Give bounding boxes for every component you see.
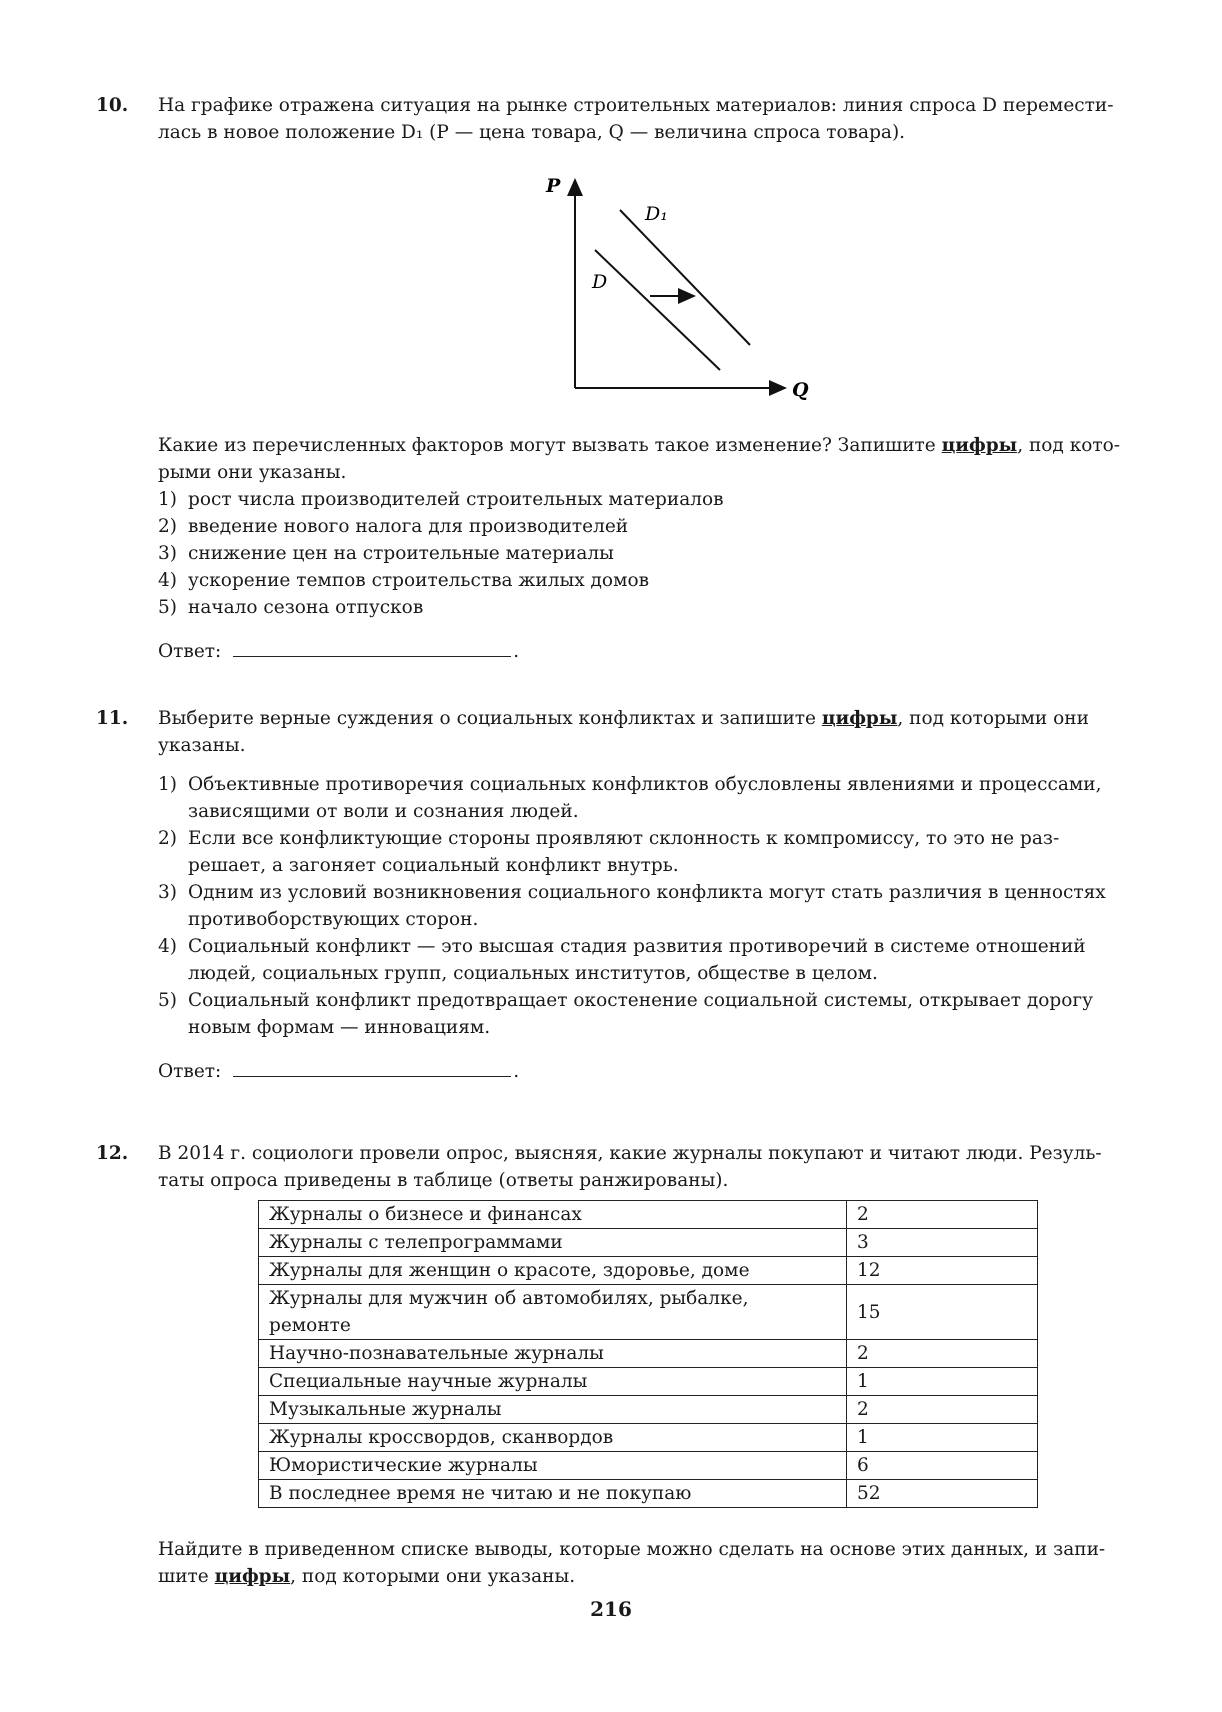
- question-text-line2: указаны.: [158, 735, 246, 756]
- survey-table: [258, 1200, 1038, 1508]
- option-item: [158, 825, 1196, 879]
- option-text: зависящими от воли и сознания людей.: [188, 801, 579, 822]
- table-row: [259, 1480, 1038, 1508]
- option-text: Одним из условий возникновения социального конфликта могут стать различия в ценностях: [188, 882, 1106, 903]
- option-number: 4): [158, 570, 177, 591]
- table-cell-label: Журналы для мужчин об автомобилях, рыбалке, ремонте: [259, 1285, 847, 1340]
- intro-line: В 2014 г. социологи провели опрос, выясняя, какие журналы покупают и читают люди. Резуль-: [158, 1143, 1102, 1164]
- question-outro: [158, 1536, 1196, 1590]
- table-row: [259, 1229, 1038, 1257]
- option-text: Объективные противоречия социальных конфликтов обусловлены явлениями и процессами,: [188, 774, 1102, 795]
- q-axis-label: Q: [792, 379, 809, 401]
- question-number: 10.: [96, 95, 129, 116]
- intro-line: На графике отражена ситуация на рынке строительных материалов: линия спроса D перемести-: [158, 95, 1114, 116]
- option-number: 2): [158, 828, 177, 849]
- answer-line: Ответ: .: [158, 1058, 519, 1085]
- option-number: 4): [158, 936, 177, 957]
- table-cell-label: Журналы для женщин о красоте, здоровье, доме: [259, 1257, 847, 1285]
- option-item: [158, 567, 1196, 594]
- table-row: [259, 1285, 1038, 1340]
- option-text: противоборствующих сторон.: [188, 909, 479, 930]
- demand-shift-graph: [530, 170, 830, 410]
- table-row: [259, 1424, 1038, 1452]
- option-text: новым формам — инновациям.: [188, 1017, 491, 1038]
- question-text: [158, 705, 1196, 1041]
- emphasis-digits: цифры: [821, 708, 898, 729]
- option-text: начало сезона отпусков: [188, 597, 424, 618]
- table-row: [259, 1257, 1038, 1285]
- table-row: [259, 1340, 1038, 1368]
- outro-text-end: , под которыми они указаны.: [290, 1566, 576, 1587]
- option-item: [158, 771, 1196, 825]
- question-text-start: Какие из перечисленных факторов могут вызвать такое изменение? Запишите: [158, 435, 942, 456]
- emphasis-digits: цифры: [214, 1566, 291, 1587]
- table-row: [259, 1201, 1038, 1229]
- outro-text-start: шите: [158, 1566, 215, 1587]
- table-cell-label: Специальные научные журналы: [259, 1368, 847, 1396]
- option-number: 3): [158, 543, 177, 564]
- option-text: Социальный конфликт предотвращает окостенение социальной системы, открывает дорогу: [188, 990, 1093, 1011]
- table-cell-value: 12: [847, 1257, 1038, 1285]
- option-number: 5): [158, 990, 177, 1011]
- question-number: 11.: [96, 708, 129, 729]
- answer-field[interactable]: [233, 638, 511, 657]
- option-item: [158, 513, 1196, 540]
- table-cell-value: 2: [847, 1396, 1038, 1424]
- table-cell-label: В последнее время не читаю и не покупаю: [259, 1480, 847, 1508]
- d-label: D: [592, 271, 608, 293]
- table-cell-label: Журналы с телепрограммами: [259, 1229, 847, 1257]
- table-row: [259, 1452, 1038, 1480]
- answer-line: Ответ: .: [158, 638, 519, 665]
- option-number: 2): [158, 516, 177, 537]
- question-text-start: Выберите верные суждения о социальных конфликтах и запишите: [158, 708, 822, 729]
- table-cell-value: 52: [847, 1480, 1038, 1508]
- table-cell-value: 1: [847, 1424, 1038, 1452]
- table-cell-value: 15: [847, 1285, 1038, 1340]
- table-cell-value: 6: [847, 1452, 1038, 1480]
- table-cell-value: 2: [847, 1340, 1038, 1368]
- option-number: 3): [158, 882, 177, 903]
- option-item: [158, 486, 1196, 513]
- option-text: решает, а загоняет социальный конфликт внутрь.: [188, 855, 679, 876]
- question-text: [158, 432, 1196, 621]
- option-item: [158, 594, 1196, 621]
- option-text: ускорение темпов строительства жилых домов: [188, 570, 650, 591]
- question-intro: [158, 92, 1196, 146]
- intro-line: лась в новое положение D₁ (P — цена товара, Q — величина спроса товара).: [158, 122, 906, 143]
- table-cell-label: Музыкальные журналы: [259, 1396, 847, 1424]
- table-cell-label: Научно-познавательные журналы: [259, 1340, 847, 1368]
- outro-line: Найдите в приведенном списке выводы, которые можно сделать на основе этих данных, и запи-: [158, 1539, 1106, 1560]
- option-number: 5): [158, 597, 177, 618]
- demand-line-d: [595, 250, 720, 370]
- question-intro: [158, 1140, 1196, 1194]
- option-number: 1): [158, 774, 177, 795]
- option-text: Если все конфликтующие стороны проявляют склонность к компромиссу, то это не раз-: [188, 828, 1060, 849]
- option-item: [158, 540, 1196, 567]
- d1-label: D₁: [645, 203, 668, 225]
- table-cell-value: 2: [847, 1201, 1038, 1229]
- demand-line-d1: [620, 210, 750, 345]
- option-item: [158, 933, 1196, 987]
- option-item: [158, 987, 1196, 1041]
- page-number: 216: [590, 1597, 632, 1621]
- question-text-line2: рыми они указаны.: [158, 462, 347, 483]
- answer-field[interactable]: [233, 1058, 511, 1077]
- question-text-end: , под кото-: [1017, 435, 1121, 456]
- option-text: введение нового налога для производителей: [188, 516, 629, 537]
- option-text: снижение цен на строительные материалы: [188, 543, 614, 564]
- table-cell-value: 3: [847, 1229, 1038, 1257]
- emphasis-digits: цифры: [941, 435, 1018, 456]
- table-cell-label: Журналы о бизнесе и финансах: [259, 1201, 847, 1229]
- table-cell-value: 1: [847, 1368, 1038, 1396]
- table-cell-label: Юмористические журналы: [259, 1452, 847, 1480]
- table-row: [259, 1396, 1038, 1424]
- option-number: 1): [158, 489, 177, 510]
- option-text: Социальный конфликт — это высшая стадия развития противоречий в системе отношений: [188, 936, 1086, 957]
- question-number: 12.: [96, 1143, 129, 1164]
- question-text-end: , под которыми они: [897, 708, 1089, 729]
- option-item: [158, 879, 1196, 933]
- answer-label: Ответ:: [158, 641, 222, 662]
- table-cell-label: Журналы кроссвордов, сканвордов: [259, 1424, 847, 1452]
- answer-label: Ответ:: [158, 1061, 222, 1082]
- table-row: [259, 1368, 1038, 1396]
- intro-line: таты опроса приведены в таблице (ответы ранжированы).: [158, 1170, 729, 1191]
- option-text: рост числа производителей строительных материалов: [188, 489, 724, 510]
- p-axis-label: P: [546, 175, 561, 197]
- option-text: людей, социальных групп, социальных институтов, обществе в целом.: [188, 963, 878, 984]
